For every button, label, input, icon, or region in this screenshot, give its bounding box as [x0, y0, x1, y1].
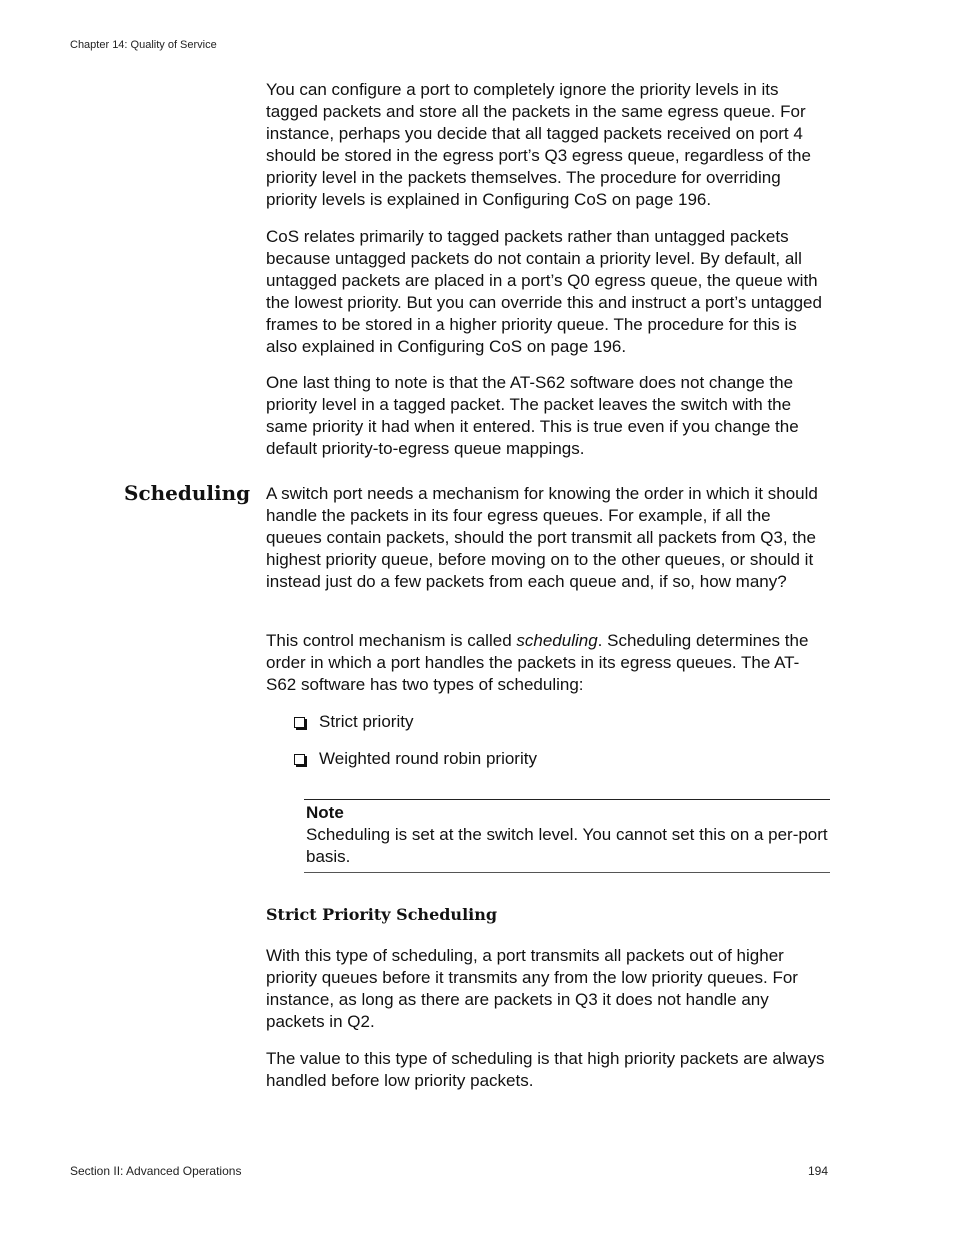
note-title: Note [306, 803, 344, 822]
paragraph-port-ignore-priority [266, 79, 828, 211]
paragraph-text-tail: . Scheduling determines the order in which a port handles the packets in its egress queues. The AT-S62 software has two types of scheduling: [266, 631, 809, 694]
paragraph-strict-priority-description [266, 945, 828, 1033]
paragraph-text [266, 630, 828, 696]
paragraph-text: With this type of scheduling, a port transmits all packets out of higher priority queues before it transmits any from the low priority queues. For instance, as long as there are packets in Q3 it does not handle any packets in Q2. [266, 946, 798, 1031]
paragraph-text: A switch port needs a mechanism for knowing the order in which it should handle the packets in its four egress queues. For example, if all the queues contain packets, should the port transmit all packets from Q3, the highest priority queue, before moving on to the other queues, or should it instead just do a few packets from each queue and, if so, how many? [266, 484, 818, 591]
paragraph-text: The value to this type of scheduling is that high priority packets are always handled before low priority packets. [266, 1049, 825, 1090]
paragraph-cos-tagged [266, 226, 828, 358]
subheading-strict-priority: Strict Priority Scheduling [266, 905, 498, 924]
note-text: Scheduling is set at the switch level. You cannot set this on a per-port basis. [306, 825, 828, 866]
emphasis-scheduling: scheduling [516, 631, 598, 650]
list-item [294, 748, 537, 770]
note-box [304, 799, 830, 873]
list-item-label: Strict priority [319, 712, 414, 731]
section-heading-scheduling: Scheduling [124, 481, 251, 505]
paragraph-control-mechanism [266, 630, 828, 696]
paragraph-strict-priority-value [266, 1048, 828, 1092]
footer-section: Section II: Advanced Operations [70, 1164, 242, 1178]
list-item [294, 711, 413, 733]
checkbox-bullet-icon [294, 754, 305, 765]
paragraph-text-lead: This control mechanism is called [266, 631, 517, 650]
paragraph-text: One last thing to note is that the AT-S62 software does not change the priority level in a tagged packet. The packet leaves the switch with the same priority it had when it entered. This is true even if you change the default priority-to-egress queue mappings. [266, 373, 799, 458]
paragraph-text: You can configure a port to completely ignore the priority levels in its tagged packets and store all the packets in the same egress queue. For instance, perhaps you decide that all tagged packets received on port 4 should be stored in the egress port’s Q3 egress queue, regardless of the priority level in the packets themselves. The procedure for overriding priority levels is explained in Configuring CoS on page 196. [266, 80, 811, 209]
checkbox-bullet-icon [294, 717, 305, 728]
list-item-label: Weighted round robin priority [319, 749, 537, 768]
paragraph-text: CoS relates primarily to tagged packets rather than untagged packets because untagged packets do not contain a priority level. By default, all untagged packets are placed in a port’s Q0 egress queue, the queue with the lowest priority. But you can override this and instruct a port’s untagged frames to be stored in a higher priority queue. The procedure for this is also explained in Configuring CoS on page 196. [266, 227, 822, 356]
page-number: 194 [808, 1164, 829, 1178]
running-head: Chapter 14: Quality of Service [70, 39, 217, 51]
paragraph-last-note [266, 372, 828, 460]
paragraph-switch-port-mechanism [266, 483, 828, 593]
